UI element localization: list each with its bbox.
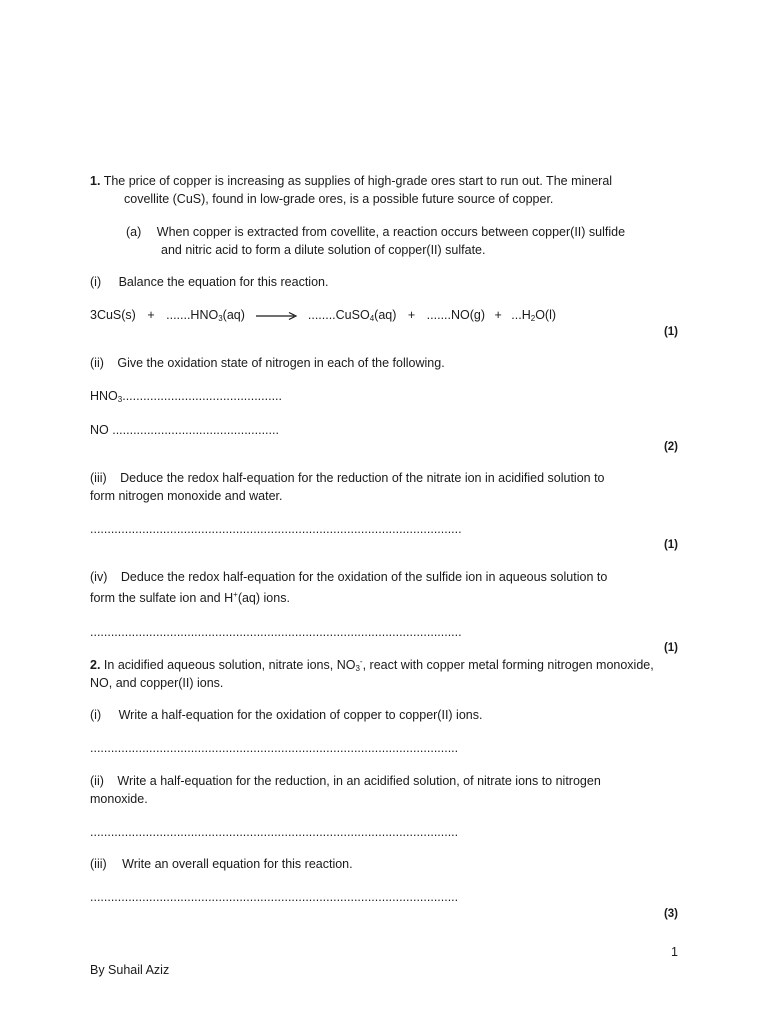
no-dots: ................................................	[112, 423, 279, 437]
q2-i-label: (i)	[90, 708, 102, 722]
q2-ii-text-1: Write a half-equation for the reduction, in an acidified solution, of nitrate ions to nitrogen	[117, 774, 601, 788]
eq-no: .......NO(g)	[426, 308, 486, 322]
eq-plus-1: +	[147, 308, 155, 322]
q1-iii-line1	[90, 469, 605, 487]
q2-ii-line1	[90, 772, 601, 790]
q1-ii-marks: (2)	[663, 441, 678, 453]
q1-part-a-line2: and nitric acid to form a dilute solution of copper(II) sulfate.	[161, 243, 486, 257]
q1-part-a-line1	[126, 223, 625, 241]
q1-iii-text-1: Deduce the redox half-equation for the reduction of the nitrate ion in acidified solution to	[120, 471, 605, 485]
eq-h2o: $...H_2O(l)$	[511, 308, 557, 323]
q1-intro-text-1: The price of copper is increasing as supplies of high-grade ores start to run out. The mineral	[103, 174, 613, 188]
q2-iii-text: Write an overall equation for this reaction.	[122, 857, 353, 871]
q1-iv-label: (iv)	[90, 570, 108, 584]
q2-intro-line1: 2. In acidified aqueous solution, nitrate ions, $NO_3^-$, react with copper metal forming nitrogen monoxide,	[90, 657, 654, 673]
hno3-answer-line[interactable]	[90, 387, 282, 405]
q1-number: 1.	[90, 174, 101, 188]
q1-part-a-text-1: When copper is extracted from covellite, a reaction occurs between copper(II) sulfide	[156, 225, 626, 239]
q1-i-marks: (1)	[663, 326, 678, 338]
eq-cus: 3CuS(s)	[90, 308, 136, 322]
q1-i-prompt	[90, 273, 328, 291]
q1-iii-marks: (1)	[663, 539, 678, 551]
hno3-dots: ..............................................	[122, 389, 282, 403]
q1-ii-text: Give the oxidation state of nitrogen in each of the following.	[117, 356, 445, 370]
no-label: NO	[90, 423, 109, 437]
q1-i-label: (i)	[90, 275, 102, 289]
q1-iv-answer-line[interactable]: ...........................................................................................................	[90, 625, 462, 639]
q1-iv-line1	[90, 568, 607, 586]
q2-number: 2.	[90, 658, 101, 672]
q2-ii-answer-line[interactable]: ..........................................................................................................	[90, 825, 459, 839]
q1-ii-label: (ii)	[90, 356, 104, 370]
q1-iv-marks: (1)	[663, 642, 678, 654]
q1-intro-line2: covellite (CuS), found in low-grade ores, is a possible future source of copper.	[124, 192, 554, 206]
no-answer-line[interactable]	[90, 421, 279, 439]
hno3-label: $HNO_3$	[90, 389, 123, 404]
q1-ii-prompt	[90, 354, 445, 372]
reaction-arrow-icon	[256, 311, 298, 321]
q2-i-prompt	[90, 706, 482, 724]
q1-iii-answer-line[interactable]: ...........................................................................................................	[90, 522, 462, 536]
q2-iii-label: (iii)	[90, 857, 107, 871]
q2-intro-line2: NO, and copper(II) ions.	[90, 676, 224, 690]
page-number: 1	[671, 945, 678, 959]
eq-hno3: $.......HNO_3(aq)$	[166, 308, 245, 323]
q2-ii-label: (ii)	[90, 774, 104, 788]
eq-plus-3: +	[494, 308, 502, 322]
q1-iv-text-1: Deduce the redox half-equation for the oxidation of the sulfide ion in aqueous solution to	[120, 570, 608, 584]
author-credit: By Suhail Aziz	[90, 963, 170, 977]
q1-equation	[90, 306, 556, 324]
q1-part-a-label: (a)	[126, 225, 142, 239]
q1-iii-label: (iii)	[90, 471, 107, 485]
q2-i-answer-line[interactable]: ..........................................................................................................	[90, 741, 459, 755]
eq-plus-2: +	[407, 308, 416, 322]
q2-marks: (3)	[663, 908, 678, 920]
q2-iii-answer-line[interactable]: ..........................................................................................................	[90, 890, 459, 904]
q1-iv-line2: form the sulfate ion and H+(aq) ions.	[90, 590, 290, 605]
q2-ii-line2: monoxide.	[90, 792, 148, 806]
q1-i-text: Balance the equation for this reaction.	[118, 275, 329, 289]
eq-cuso4: ........CuSO$_4$(aq)	[307, 308, 397, 323]
q1-iii-line2: form nitrogen monoxide and water.	[90, 489, 283, 503]
q2-i-text: Write a half-equation for the oxidation of copper to copper(II) ions.	[118, 708, 483, 722]
q1-intro-line1	[90, 172, 612, 190]
q2-iii-prompt	[90, 855, 353, 873]
